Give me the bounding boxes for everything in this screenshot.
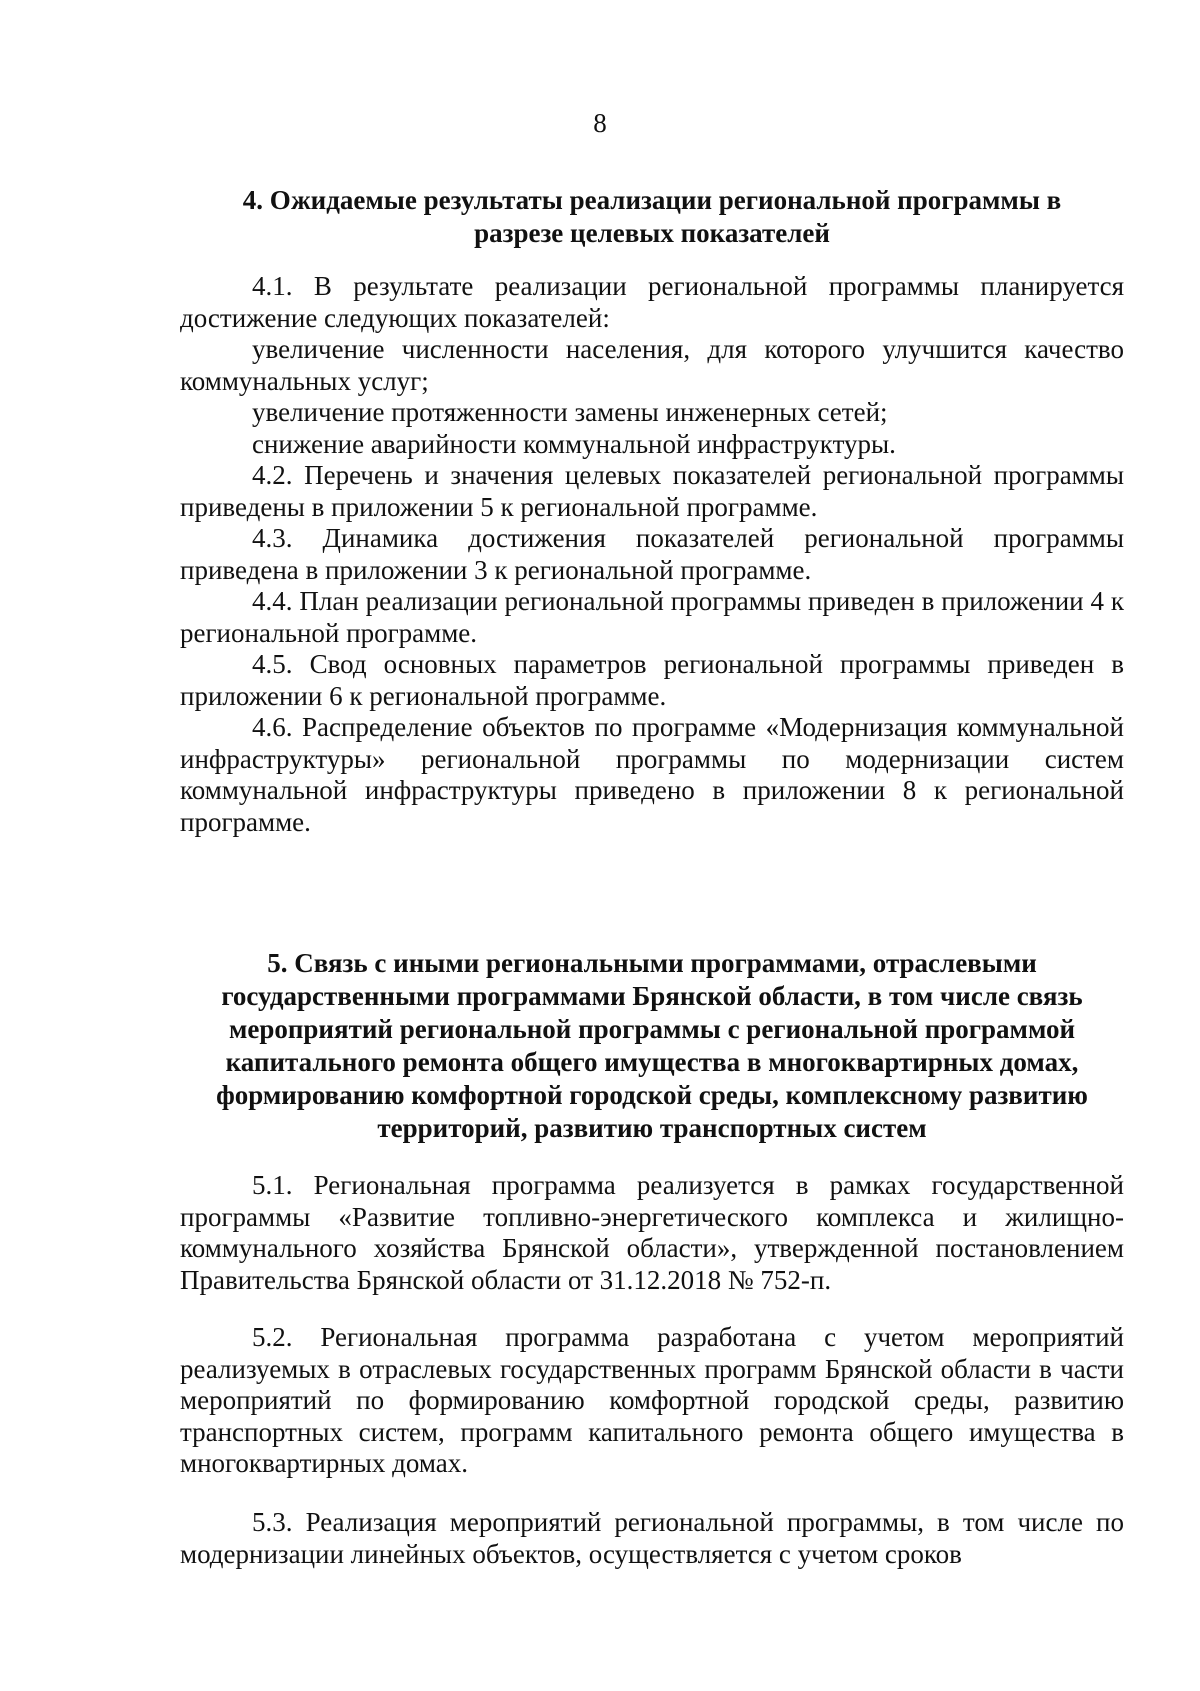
section-5-body-3 <box>180 1507 1124 1570</box>
list-item-networks: увеличение протяженности замены инженерных сетей; <box>252 397 888 427</box>
section-5-heading-line: мероприятий региональной программы с региональной программой <box>228 1014 1076 1044</box>
section-5-body-2 <box>180 1322 1124 1480</box>
paragraph-4-2: 4.2. Перечень и значения целевых показателей региональной программы приведены в приложении 5 к региональной программе. <box>180 460 1124 522</box>
page-number: 8 <box>593 108 607 138</box>
section-4-heading <box>180 184 1124 250</box>
section-5-heading-line: 5. Связь с иными региональными программами, отраслевыми <box>267 948 1037 978</box>
section-4-heading-line: разрезе целевых показателей <box>474 218 830 248</box>
list-item-population: увеличение численности населения, для которого улучшится качество коммунальных услуг; <box>180 334 1124 396</box>
paragraph-4-4: 4.4. План реализации региональной программы приведен в приложении 4 к региональной программе. <box>180 586 1124 648</box>
paragraph-5-1: 5.1. Региональная программа реализуется в рамках государственной программы «Развитие топливно-энергетического комплекса и жилищно-коммунального хозяйства Брянской области», утвержденной постановлением Правительства Брянской области от 31.12.2018 № 752-п. <box>180 1170 1124 1295</box>
section-5-heading-line: капитального ремонта общего имущества в многоквартирных домах, <box>225 1047 1079 1077</box>
section-5-heading-line: государственными программами Брянской области, в том числе связь <box>221 981 1083 1011</box>
list-item-accidents: снижение аварийности коммунальной инфраструктуры. <box>252 428 896 459</box>
paragraph-4-6: 4.6. Распределение объектов по программе «Модернизация коммунальной инфраструктуры» региональной программы по модернизации систем коммунальной инфраструктуры приведено в приложении 8 к региональной программе. <box>180 712 1124 837</box>
paragraph-5-3: 5.3. Реализация мероприятий региональной программы, в том числе по модернизации линейных объектов, осуществляется с учетом сроков <box>180 1507 1124 1569</box>
section-5-heading-line: формированию комфортной городской среды, комплексному развитию <box>216 1080 1088 1110</box>
section-4-body <box>180 271 1124 838</box>
paragraph-4-3: 4.3. Динамика достижения показателей региональной программы приведена в приложении 3 к региональной программе. <box>180 523 1124 585</box>
section-4-heading-line: 4. Ожидаемые результаты реализации региональной программы в <box>242 185 1062 215</box>
paragraph-4-1: 4.1. В результате реализации региональной программы планируется достижение следующих показателей: <box>180 271 1124 333</box>
paragraph-4-5: 4.5. Свод основных параметров региональной программы приведен в приложении 6 к региональной программе. <box>180 649 1124 711</box>
section-5-body <box>180 1170 1124 1296</box>
section-5-heading-line: территорий, развитию транспортных систем <box>377 1113 927 1143</box>
paragraph-5-2: 5.2. Региональная программа разработана с учетом мероприятий реализуемых в отраслевых государственных программ Брянской области в части мероприятий по формированию комфортной городской среды, развитию транспортных систем, программ капитального ремонта общего имущества в многоквартирных домах. <box>180 1322 1124 1478</box>
section-5-heading <box>180 947 1124 1145</box>
